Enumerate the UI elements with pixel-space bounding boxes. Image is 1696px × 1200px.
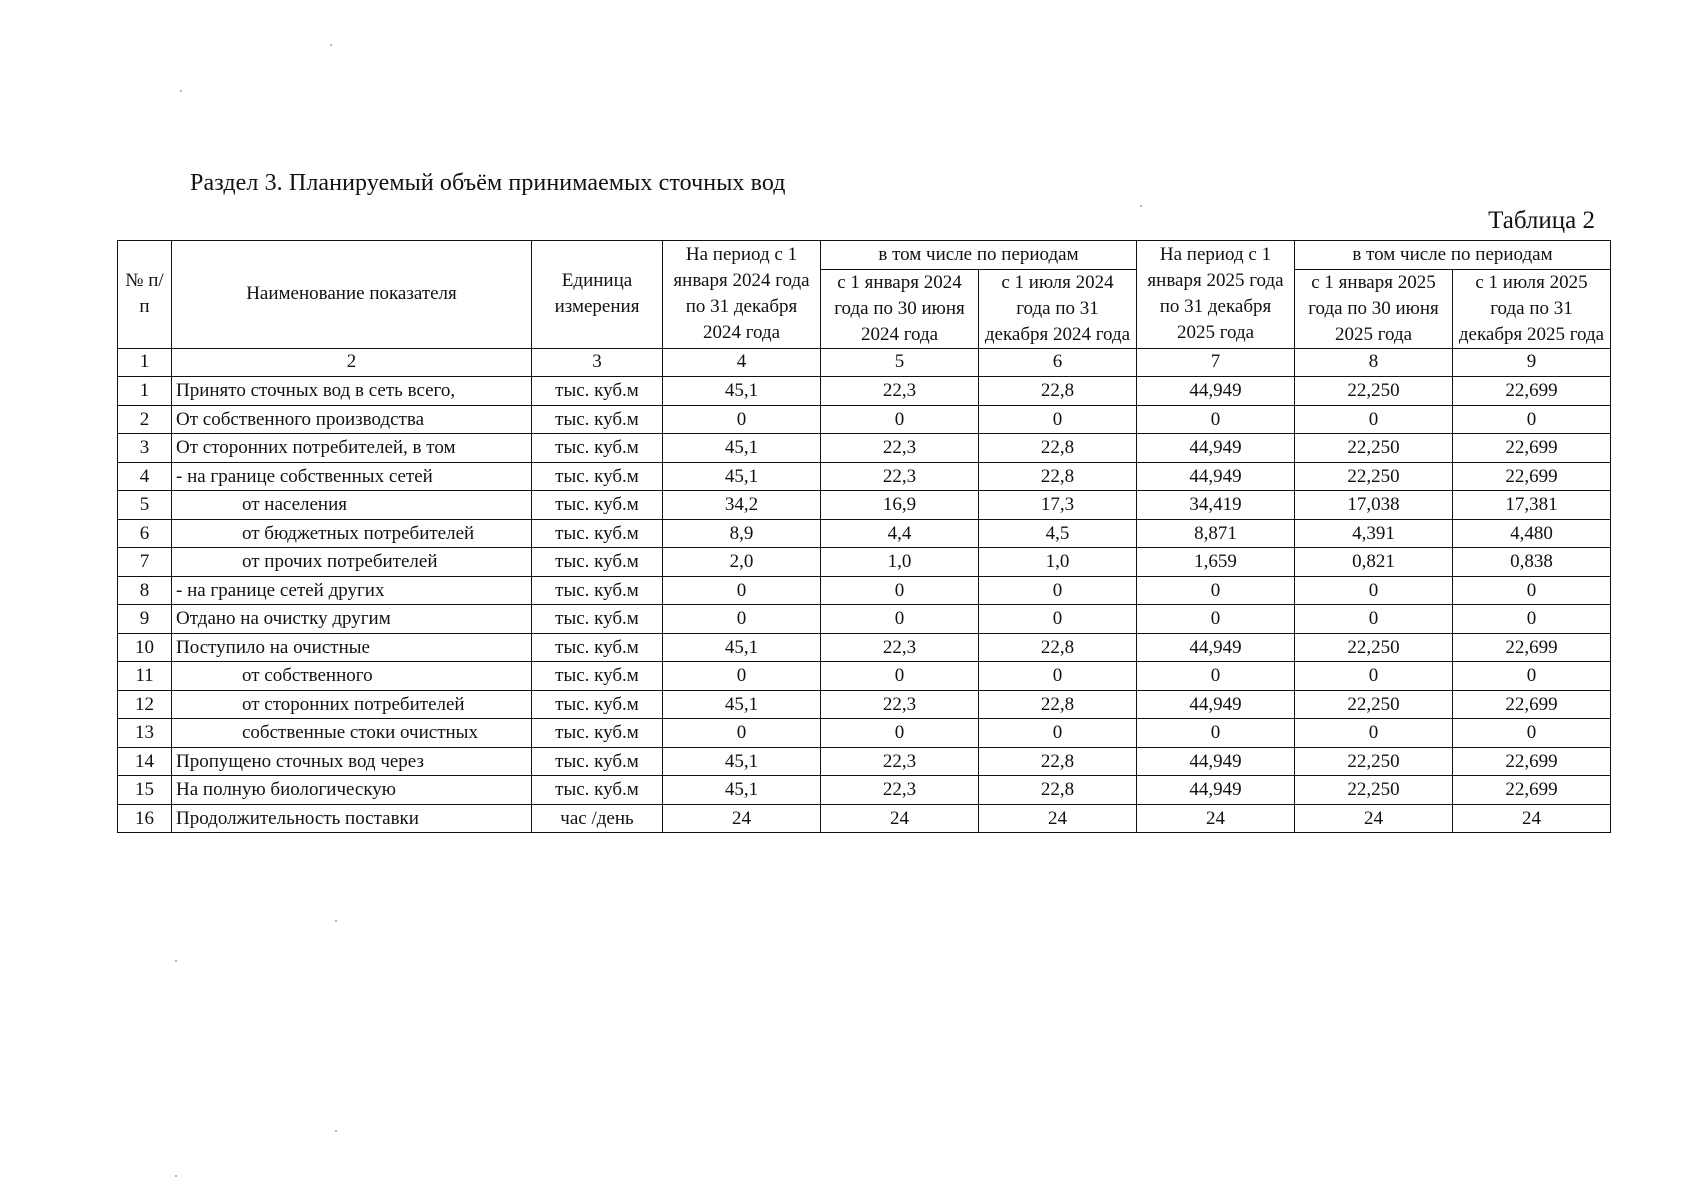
value-cell: 0 (663, 405, 821, 434)
value-cell: 22,250 (1295, 747, 1453, 776)
value-cell: 8,871 (1137, 519, 1295, 548)
value-cell: 22,250 (1295, 377, 1453, 406)
value-cell: 0 (1137, 576, 1295, 605)
value-cell: 0 (821, 662, 979, 691)
row-number-cell: 16 (118, 804, 172, 833)
value-cell: 0 (1295, 405, 1453, 434)
value-cell: 22,3 (821, 776, 979, 805)
table-row (118, 804, 1611, 833)
value-cell: 0 (979, 662, 1137, 691)
indicator-name-cell: от сторонних потребителей (172, 690, 532, 719)
value-cell: 4,480 (1453, 519, 1611, 548)
value-cell: 0 (1137, 405, 1295, 434)
value-cell: 44,949 (1137, 747, 1295, 776)
header-period-2025: На период с 1 января 2025 года по 31 декабря 2025 года (1137, 241, 1295, 349)
value-cell: 22,3 (821, 377, 979, 406)
value-cell: 1,659 (1137, 548, 1295, 577)
value-cell: 44,949 (1137, 633, 1295, 662)
indicator-name-cell: от прочих потребителей (172, 548, 532, 577)
value-cell: 22,8 (979, 776, 1137, 805)
value-cell: 16,9 (821, 491, 979, 520)
value-cell: 0 (1295, 576, 1453, 605)
value-cell: 45,1 (663, 434, 821, 463)
value-cell: 22,8 (979, 462, 1137, 491)
value-cell: 45,1 (663, 747, 821, 776)
value-cell: 44,949 (1137, 690, 1295, 719)
indicator-name-cell: от бюджетных потребителей (172, 519, 532, 548)
unit-cell: тыс. куб.м (532, 776, 663, 805)
value-cell: 22,250 (1295, 633, 1453, 662)
value-cell: 22,8 (979, 377, 1137, 406)
value-cell: 0 (979, 576, 1137, 605)
indicator-name-cell: Пропущено сточных вод через (172, 747, 532, 776)
unit-cell: тыс. куб.м (532, 405, 663, 434)
header-num: № п/п (118, 241, 172, 349)
row-number-cell: 14 (118, 747, 172, 776)
unit-cell: тыс. куб.м (532, 519, 663, 548)
value-cell: 0 (663, 662, 821, 691)
indicator-name-cell: От собственного производства (172, 405, 532, 434)
indicator-name-cell: На полную биологическую (172, 776, 532, 805)
value-cell: 0 (979, 605, 1137, 634)
unit-cell: тыс. куб.м (532, 662, 663, 691)
value-cell: 22,699 (1453, 633, 1611, 662)
unit-cell: тыс. куб.м (532, 462, 663, 491)
header-period-2024: На период с 1 января 2024 года по 31 декабря 2024 года (663, 241, 821, 349)
value-cell: 22,699 (1453, 462, 1611, 491)
row-number-cell: 8 (118, 576, 172, 605)
value-cell: 22,8 (979, 690, 1137, 719)
scan-speck (180, 90, 182, 92)
column-number: 3 (532, 348, 663, 377)
value-cell: 1,0 (821, 548, 979, 577)
scan-speck (335, 920, 337, 922)
row-number-cell: 4 (118, 462, 172, 491)
table-row (118, 519, 1611, 548)
indicator-name-cell: Принято сточных вод в сеть всего, (172, 377, 532, 406)
table-row (118, 434, 1611, 463)
value-cell: 0,838 (1453, 548, 1611, 577)
value-cell: 24 (663, 804, 821, 833)
table-row (118, 747, 1611, 776)
value-cell: 22,250 (1295, 776, 1453, 805)
unit-cell: тыс. куб.м (532, 434, 663, 463)
value-cell: 0 (1137, 605, 1295, 634)
value-cell: 22,3 (821, 434, 979, 463)
value-cell: 0 (821, 405, 979, 434)
unit-cell: тыс. куб.м (532, 576, 663, 605)
value-cell: 22,8 (979, 434, 1137, 463)
value-cell: 0 (1137, 662, 1295, 691)
value-cell: 0 (1453, 662, 1611, 691)
row-number-cell: 2 (118, 405, 172, 434)
column-number: 8 (1295, 348, 1453, 377)
column-number: 4 (663, 348, 821, 377)
scan-speck (175, 960, 177, 962)
value-cell: 4,391 (1295, 519, 1453, 548)
header-h2-2025: с 1 июля 2025 года по 31 декабря 2025 года (1453, 269, 1611, 348)
value-cell: 34,419 (1137, 491, 1295, 520)
value-cell: 0 (663, 719, 821, 748)
indicator-name-cell: собственные стоки очистных (172, 719, 532, 748)
value-cell: 45,1 (663, 377, 821, 406)
value-cell: 22,3 (821, 747, 979, 776)
value-cell: 22,8 (979, 747, 1137, 776)
value-cell: 0 (1295, 662, 1453, 691)
row-number-cell: 1 (118, 377, 172, 406)
value-cell: 8,9 (663, 519, 821, 548)
value-cell: 0 (1295, 605, 1453, 634)
value-cell: 22,250 (1295, 690, 1453, 719)
value-cell: 22,699 (1453, 776, 1611, 805)
value-cell: 0 (979, 405, 1137, 434)
value-cell: 45,1 (663, 776, 821, 805)
row-number-cell: 15 (118, 776, 172, 805)
indicator-name-cell: от собственного (172, 662, 532, 691)
value-cell: 0 (979, 719, 1137, 748)
scan-speck (1140, 205, 1142, 207)
row-number-cell: 6 (118, 519, 172, 548)
value-cell: 0 (1453, 405, 1611, 434)
header-unit: Единица измерения (532, 241, 663, 349)
value-cell: 0 (1295, 719, 1453, 748)
table-row (118, 690, 1611, 719)
unit-cell: тыс. куб.м (532, 747, 663, 776)
column-number: 7 (1137, 348, 1295, 377)
unit-cell: тыс. куб.м (532, 633, 663, 662)
header-h2-2024: с 1 июля 2024 года по 31 декабря 2024 года (979, 269, 1137, 348)
value-cell: 17,038 (1295, 491, 1453, 520)
value-cell: 0 (663, 605, 821, 634)
row-number-cell: 3 (118, 434, 172, 463)
table-row (118, 776, 1611, 805)
value-cell: 24 (979, 804, 1137, 833)
unit-cell: тыс. куб.м (532, 548, 663, 577)
table-row (118, 548, 1611, 577)
header-including-2025: в том числе по периодам (1295, 241, 1611, 270)
value-cell: 24 (1137, 804, 1295, 833)
value-cell: 44,949 (1137, 377, 1295, 406)
value-cell: 22,3 (821, 690, 979, 719)
column-number: 6 (979, 348, 1137, 377)
value-cell: 0 (821, 576, 979, 605)
scan-speck (330, 44, 332, 46)
value-cell: 45,1 (663, 690, 821, 719)
value-cell: 0 (1137, 719, 1295, 748)
value-cell: 44,949 (1137, 462, 1295, 491)
scan-speck (335, 1130, 337, 1132)
table-row (118, 719, 1611, 748)
header-h1-2025: с 1 января 2025 года по 30 июня 2025 года (1295, 269, 1453, 348)
indicator-name-cell: - на границе сетей других (172, 576, 532, 605)
value-cell: 17,381 (1453, 491, 1611, 520)
unit-cell: тыс. куб.м (532, 690, 663, 719)
header-including-2024: в том числе по периодам (821, 241, 1137, 270)
header-name: Наименование показателя (172, 241, 532, 349)
table-row (118, 405, 1611, 434)
unit-cell: час /день (532, 804, 663, 833)
indicator-name-cell: Поступило на очистные (172, 633, 532, 662)
value-cell: 0 (1453, 719, 1611, 748)
value-cell: 22,250 (1295, 434, 1453, 463)
table-caption: Таблица 2 (1488, 207, 1595, 234)
value-cell: 22,699 (1453, 434, 1611, 463)
row-number-cell: 5 (118, 491, 172, 520)
value-cell: 22,3 (821, 633, 979, 662)
table-row (118, 633, 1611, 662)
value-cell: 1,0 (979, 548, 1137, 577)
value-cell: 4,4 (821, 519, 979, 548)
value-cell: 0 (1453, 605, 1611, 634)
header-row-1 (118, 241, 1611, 270)
column-number: 2 (172, 348, 532, 377)
value-cell: 4,5 (979, 519, 1137, 548)
indicator-name-cell: От сторонних потребителей, в том (172, 434, 532, 463)
row-number-cell: 9 (118, 605, 172, 634)
row-number-cell: 13 (118, 719, 172, 748)
unit-cell: тыс. куб.м (532, 719, 663, 748)
value-cell: 44,949 (1137, 776, 1295, 805)
indicator-name-cell: - на границе собственных сетей (172, 462, 532, 491)
unit-cell: тыс. куб.м (532, 605, 663, 634)
value-cell: 45,1 (663, 462, 821, 491)
unit-cell: тыс. куб.м (532, 491, 663, 520)
table-row (118, 605, 1611, 634)
table-row (118, 377, 1611, 406)
value-cell: 2,0 (663, 548, 821, 577)
value-cell: 45,1 (663, 633, 821, 662)
table-row (118, 462, 1611, 491)
table-row (118, 662, 1611, 691)
value-cell: 22,3 (821, 462, 979, 491)
scan-speck (175, 1175, 177, 1177)
value-cell: 44,949 (1137, 434, 1295, 463)
indicator-name-cell: от населения (172, 491, 532, 520)
value-cell: 22,699 (1453, 377, 1611, 406)
value-cell: 0 (821, 719, 979, 748)
column-number-row (118, 348, 1611, 377)
value-cell: 0,821 (1295, 548, 1453, 577)
table-row (118, 576, 1611, 605)
wastewater-volume-table (117, 240, 1611, 833)
row-number-cell: 7 (118, 548, 172, 577)
value-cell: 24 (1453, 804, 1611, 833)
value-cell: 22,699 (1453, 690, 1611, 719)
value-cell: 0 (663, 576, 821, 605)
row-number-cell: 11 (118, 662, 172, 691)
unit-cell: тыс. куб.м (532, 377, 663, 406)
value-cell: 22,250 (1295, 462, 1453, 491)
value-cell: 0 (1453, 576, 1611, 605)
value-cell: 22,699 (1453, 747, 1611, 776)
table-row (118, 491, 1611, 520)
indicator-name-cell: Отдано на очистку другим (172, 605, 532, 634)
column-number: 5 (821, 348, 979, 377)
table-body (118, 377, 1611, 833)
indicator-name-cell: Продолжительность поставки (172, 804, 532, 833)
value-cell: 24 (1295, 804, 1453, 833)
header-h1-2024: с 1 января 2024 года по 30 июня 2024 года (821, 269, 979, 348)
value-cell: 34,2 (663, 491, 821, 520)
value-cell: 24 (821, 804, 979, 833)
column-number: 1 (118, 348, 172, 377)
value-cell: 22,8 (979, 633, 1137, 662)
value-cell: 17,3 (979, 491, 1137, 520)
section-title: Раздел 3. Планируемый объём принимаемых сточных вод (190, 170, 786, 196)
column-number: 9 (1453, 348, 1611, 377)
row-number-cell: 10 (118, 633, 172, 662)
value-cell: 0 (821, 605, 979, 634)
row-number-cell: 12 (118, 690, 172, 719)
